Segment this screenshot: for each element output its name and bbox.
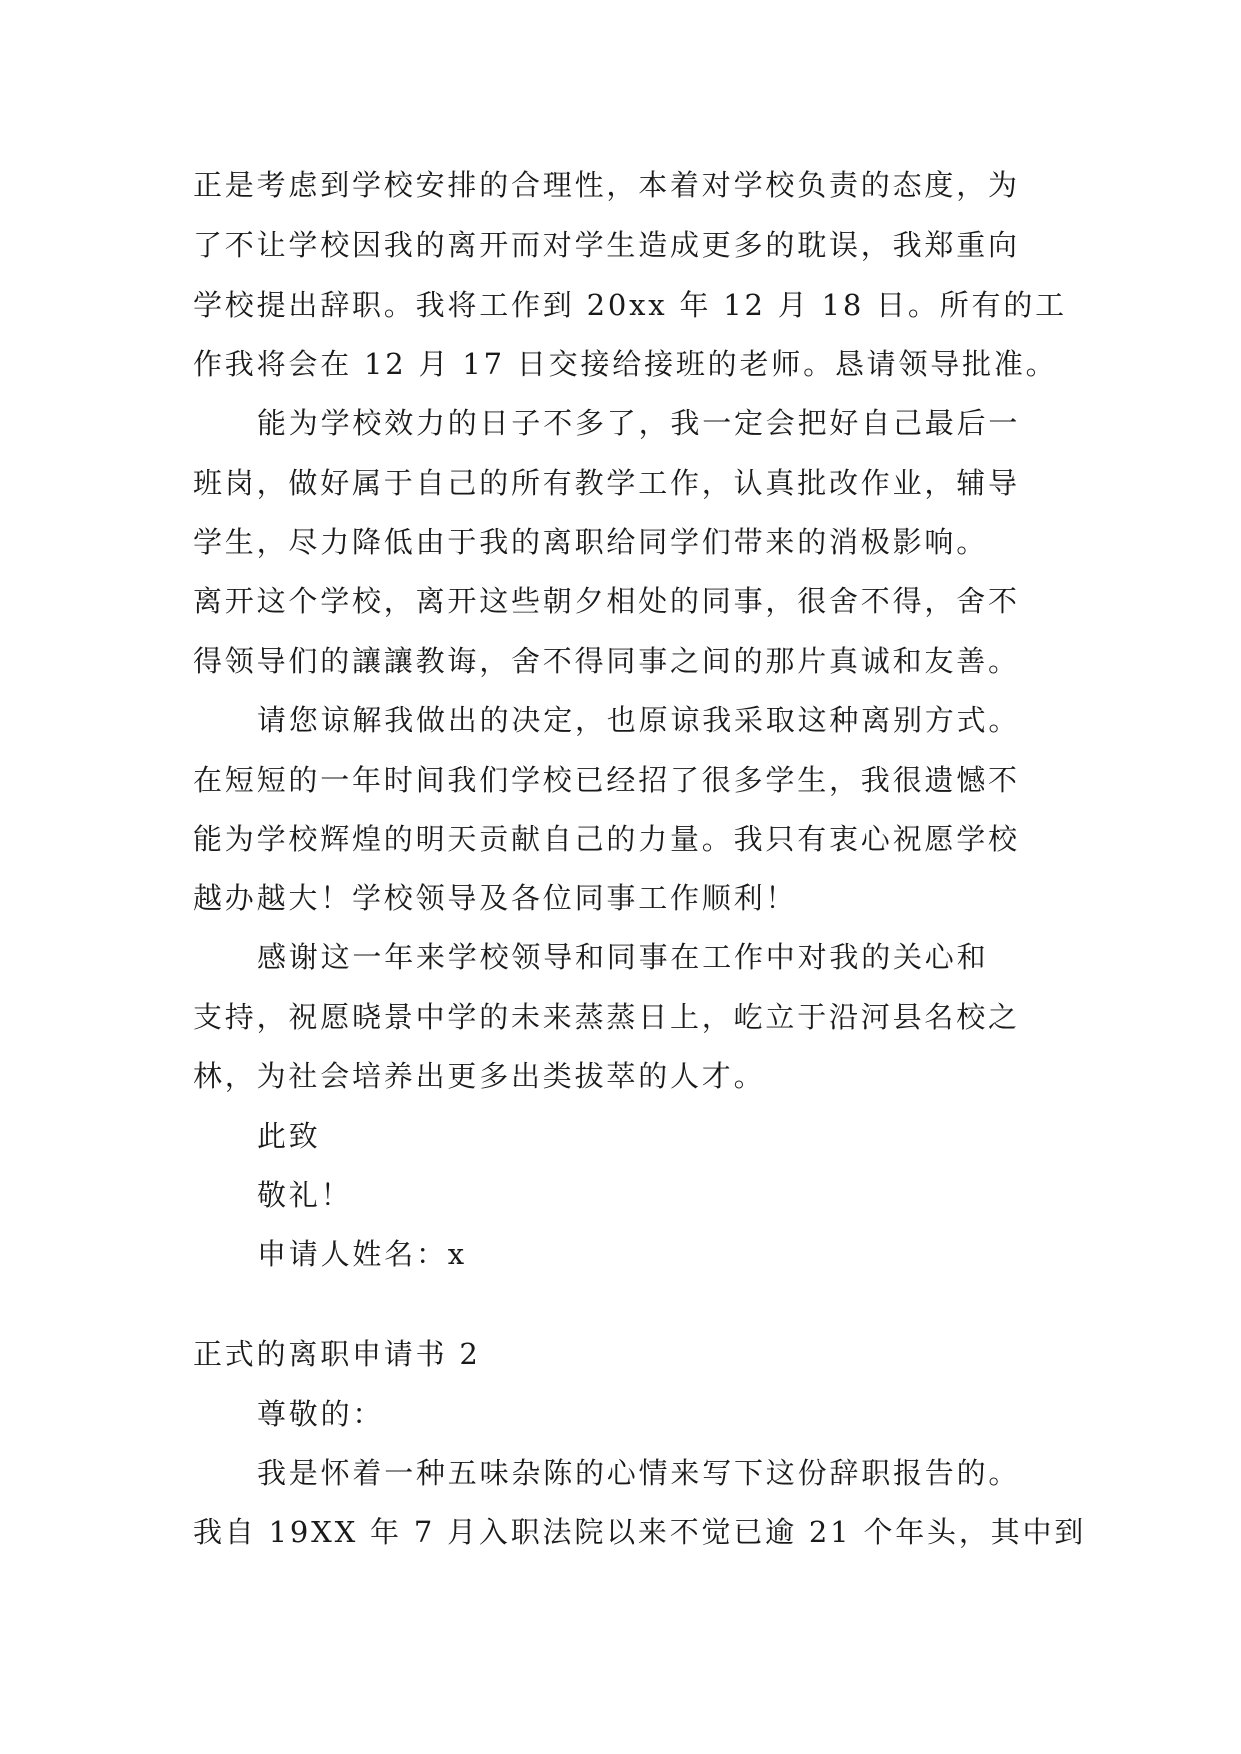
paragraph-line: 了不让学校因我的离开而对学生造成更多的耽误，我郑重向	[193, 228, 1020, 262]
paragraph-line: 越办越大！学校领导及各位同事工作顺利！	[193, 881, 798, 915]
paragraph-line: 学校提出辞职。我将工作到 20xx 年 12 月 18 日。所有的工	[193, 288, 1067, 322]
paragraph-line: 支持，祝愿晓景中学的未来蒸蒸日上，屹立于沿河县名校之	[193, 1000, 1020, 1034]
closing-line: 敬礼！	[257, 1178, 353, 1212]
salutation-line: 尊敬的：	[257, 1397, 385, 1431]
paragraph-line: 能为学校辉煌的明天贡献自己的力量。我只有衷心祝愿学校	[193, 822, 1020, 856]
signature-line: 申请人姓名：x	[257, 1237, 467, 1271]
paragraph-line: 学生，尽力降低由于我的离职给同学们带来的消极影响。	[193, 525, 989, 559]
paragraph-line: 在短短的一年时间我们学校已经招了很多学生，我很遗憾不	[193, 763, 1020, 797]
paragraph-line: 感谢这一年来学校领导和同事在工作中对我的关心和	[257, 940, 989, 974]
paragraph-line: 作我将会在 12 月 17 日交接给接班的老师。恳请领导批准。	[193, 347, 1058, 381]
paragraph-line: 得领导们的讓讓教诲，舍不得同事之间的那片真诚和友善。	[193, 644, 1020, 678]
paragraph-line: 正是考虑到学校安排的合理性，本着对学校负责的态度，为	[193, 168, 1020, 202]
paragraph-line: 我是怀着一种五味杂陈的心情来写下这份辞职报告的。	[257, 1456, 1021, 1490]
paragraph-line: 能为学校效力的日子不多了，我一定会把好自己最后一	[257, 406, 1021, 440]
paragraph-line: 请您谅解我做出的决定，也原谅我采取这种离别方式。	[257, 703, 1021, 737]
paragraph-line: 林，为社会培养出更多出类拔萃的人才。	[193, 1059, 766, 1093]
closing-line: 此致	[257, 1119, 321, 1153]
paragraph-line: 班岗，做好属于自己的所有教学工作，认真批改作业，辅导	[193, 466, 1020, 500]
paragraph-line: 我自 19XX 年 7 月入职法院以来不觉已逾 21 个年头，其中到	[193, 1515, 1087, 1549]
section-heading: 正式的离职申请书 2	[193, 1337, 481, 1371]
paragraph-line: 离开这个学校，离开这些朝夕相处的同事，很舍不得，舍不	[193, 584, 1020, 618]
